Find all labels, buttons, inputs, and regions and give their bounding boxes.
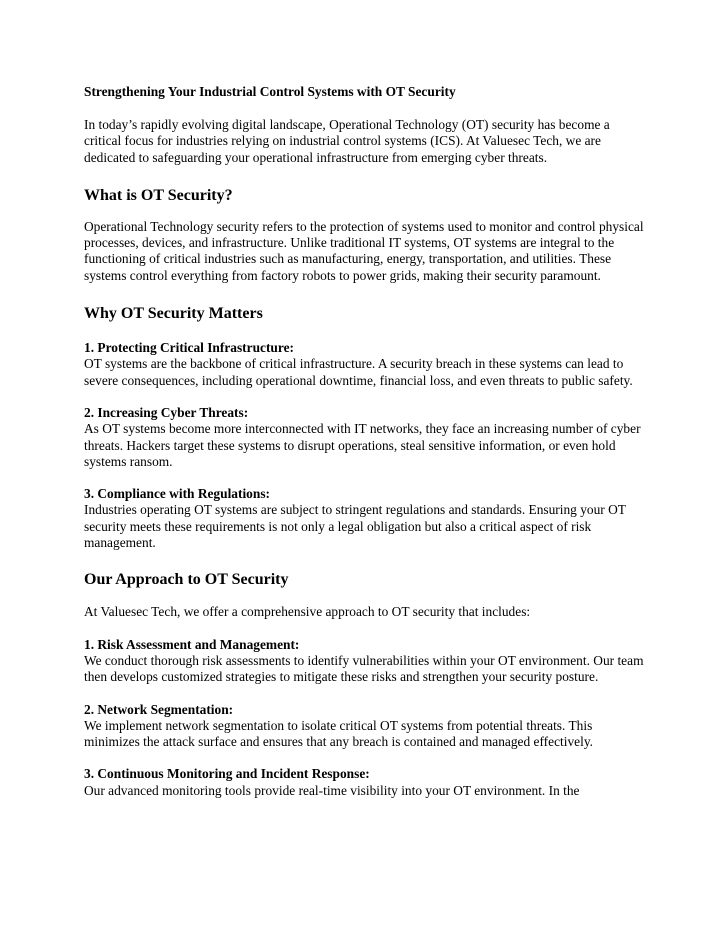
why-item-body: As OT systems become more interconnected with IT networks, they face an increasing number of cyber threats. Hackers target these systems to disrupt operations, steal sensitive information, or even hold systems ransom. <box>84 421 641 469</box>
document-body <box>84 84 644 815</box>
approach-item-title: 3. Continuous Monitoring and Incident Response: <box>84 766 370 782</box>
intro-paragraph: In today’s rapidly evolving digital landscape, Operational Technology (OT) security has become a critical focus for industries relying on industrial control systems (ICS). At Valuesec Tech, we are dedicated to safeguarding your operational infrastructure from emerging cyber threats. <box>84 117 610 165</box>
approach-item-title: 1. Risk Assessment and Management: <box>84 636 300 652</box>
approach-item-body: Our advanced monitoring tools provide real-time visibility into your OT environment. In the <box>84 782 580 798</box>
why-item-1 <box>84 340 644 389</box>
approach-item-title: 2. Network Segmentation: <box>84 701 234 717</box>
heading-our-approach: Our Approach to OT Security <box>84 571 289 589</box>
approach-item-3 <box>84 766 644 799</box>
why-item-body: OT systems are the backbone of critical infrastructure. A security breach in these systems can lead to severe consequences, including operational downtime, financial loss, and even threats to public safety. <box>84 356 633 388</box>
approach-item-1 <box>84 637 644 686</box>
heading-what-is-ot-security: What is OT Security? <box>84 186 233 204</box>
approach-item-2 <box>84 702 644 751</box>
heading-why-ot-security-matters: Why OT Security Matters <box>84 305 263 323</box>
document-title: Strengthening Your Industrial Control Systems with OT Security <box>84 84 456 99</box>
what-paragraph: Operational Technology security refers to the protection of systems used to monitor and control physical processes, devices, and infrastructure. Unlike traditional IT systems, OT systems are integral to the functioning of critical industries such as manufacturing, energy, transportation, and utilities. These systems control everything from factory robots to power grids, making their security paramount. <box>84 218 644 283</box>
why-item-title: 2. Increasing Cyber Threats: <box>84 404 249 420</box>
why-item-3 <box>84 486 644 551</box>
approach-item-body: We implement network segmentation to isolate critical OT systems from potential threats. This minimizes the attack surface and ensures that any breach is contained and managed effectively. <box>84 717 594 750</box>
why-item-body: Industries operating OT systems are subject to stringent regulations and standards. Ensuring your OT security meets these requirements is not only a legal obligation but also a critical aspect of risk management. <box>84 502 626 551</box>
why-item-title: 3. Compliance with Regulations: <box>84 486 270 502</box>
approach-item-body: We conduct thorough risk assessments to identify vulnerabilities within your OT environment. Our team then develops customized strategies to mitigate these risks and strengthen your security posture. <box>84 652 644 685</box>
why-item-title: 1. Protecting Critical Infrastructure: <box>84 340 294 356</box>
why-item-2 <box>84 405 644 470</box>
approach-intro-paragraph: At Valuesec Tech, we offer a comprehensive approach to OT security that includes: <box>84 604 531 620</box>
